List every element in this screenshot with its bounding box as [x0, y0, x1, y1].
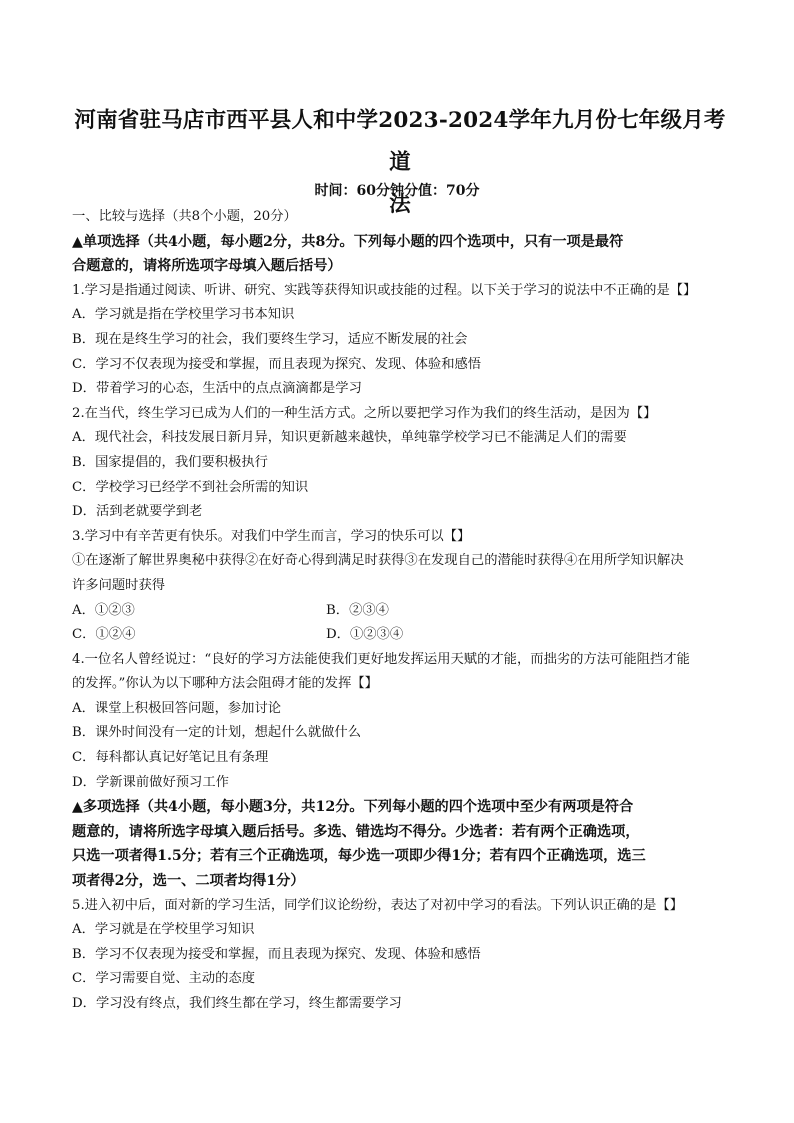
title-line-1: 河南省驻马店市西平县人和中学2023-2024学年九月份七年级月考道 — [74, 108, 726, 175]
exam-content — [72, 205, 732, 1017]
question-2-stem: 2.在当代，终生学习已成为人们的一种生活方式。之所以要把学习作为我们的终生活动，是因为【】 — [72, 405, 657, 421]
question-3-stem: 3.学习中有辛苦更有快乐。对我们中学生而言，学习的快乐可以【】 — [72, 528, 471, 544]
question-4-option-b: B．课外时间没有一定的计划，想起什么就做什么 — [72, 725, 362, 741]
question-3-items-line-1: ①在逐渐了解世界奥秘中获得②在好奇心得到满足时获得③在发现自己的潜能时获得④在用所学知识解决 — [72, 553, 684, 569]
question-5-option-a: A．学习就是在学校里学习知识 — [72, 922, 255, 938]
question-4-option-c: C．每科都认真记好笔记且有条理 — [72, 750, 269, 766]
question-2-option-a: A．现代社会，科技发展日新月异，知识更新越来越快，单纯靠学校学习已不能满足人们的需要 — [72, 430, 627, 446]
multi-choice-instructions-line-3: 只选一项者得1.5分；若有三个正确选项，每少选一项即少得1分；若有四个正确选项，选三 — [72, 848, 646, 865]
question-3-items-line-2: 许多问题时获得 — [72, 577, 166, 593]
question-1-stem: 1.学习是指通过阅读、听讲、研究、实践等获得知识或技能的过程。以下关于学习的说法中不正确的是【】 — [72, 282, 697, 298]
question-4-option-a: A．课堂上积极回答问题，参加讨论 — [72, 700, 282, 716]
question-2-option-c: C．学校学习已经学不到社会所需的知识 — [72, 479, 309, 495]
question-5-stem: 5.进入初中后，面对新的学习生活，同学们议论纷纷，表达了对初中学习的看法。下列认识正确的是【】 — [72, 897, 684, 913]
exam-time-score: 时间：60分钟分值：70分 — [314, 183, 480, 199]
question-4-stem-line-2: 的发挥。”你认为以下哪种方法会阻碍才能的发挥【】 — [72, 676, 378, 692]
question-1-option-d: D．带着学习的心态，生活中的点点滴滴都是学习 — [72, 381, 362, 397]
question-4-option-d: D．学新课前做好预习工作 — [72, 774, 229, 790]
question-1-option-c: C．学习不仅表现为接受和掌握，而且表现为探究、发现、体验和感悟 — [72, 356, 482, 372]
question-3-option-c: C．①②④ — [72, 627, 136, 643]
question-5-option-d: D．学习没有终点，我们终生都在学习，终生都需要学习 — [72, 996, 402, 1011]
question-3-option-d: D．①②③④ — [326, 627, 404, 643]
question-2-option-b: B．国家提倡的，我们要积极执行 — [72, 454, 268, 470]
question-3-option-a: A．①②③ — [72, 602, 135, 618]
question-3-option-b: B．②③④ — [326, 602, 389, 618]
multi-choice-instructions-line-2: 题意的，请将所选字母填入题后括号。多选、错选均不得分。少选者：若有两个正确选项， — [72, 823, 640, 840]
question-1-option-a: A．学习就是指在学校里学习书本知识 — [72, 307, 295, 323]
question-4-stem-line-1: 4.一位名人曾经说过：“良好的学习方法能使我们更好地发挥运用天赋的才能，而拙劣的方法可能阻挡才能 — [72, 651, 690, 667]
question-5-option-c: C．学习需要自觉、主动的态度 — [72, 971, 256, 987]
section-heading: 一、比较与选择（共8个小题，20分） — [72, 209, 297, 224]
title-line-2: 法 — [389, 192, 411, 217]
single-choice-instructions-line-2: 合题意的，请将所选项字母填入题后括号） — [72, 258, 342, 275]
question-1-option-b: B．现在是终生学习的社会，我们要终生学习，适应不断发展的社会 — [72, 331, 468, 347]
single-choice-instructions-line-1: ▲单项选择（共4小题，每小题2分，共8分。下列每小题的四个选项中，只有一项是最符 — [72, 233, 624, 250]
question-2-option-d: D．活到老就要学到老 — [72, 504, 203, 520]
question-3-options-row-1 — [72, 599, 732, 624]
multi-choice-instructions-line-1: ▲多项选择（共4小题，每小题3分，共12分。下列每小题的四个选项中至少有两项是符合 — [72, 799, 634, 816]
question-5-option-b: B．学习不仅表现为接受和掌握，而且表现为探究、发现、体验和感悟 — [72, 946, 481, 962]
multi-choice-instructions-line-4: 项者得2分，选一、二项者均得1分） — [72, 873, 305, 890]
question-3-options-row-2 — [72, 623, 732, 648]
